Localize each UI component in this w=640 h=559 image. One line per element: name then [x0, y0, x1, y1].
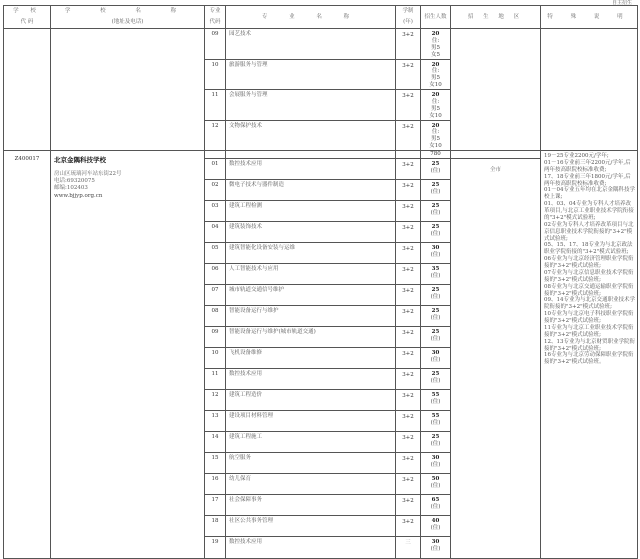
header-duration: 学制 (年): [396, 6, 421, 29]
major-name: 建设项目材料管理: [226, 410, 396, 431]
major-name: 城市轨道交通信号维护: [226, 284, 396, 305]
major-name: 数控技术应用: [226, 536, 396, 558]
major-name: 建筑智能化设备安装与运维: [226, 242, 396, 263]
duration: 3+2: [396, 431, 421, 452]
header-major-code: 专业 代码: [205, 6, 226, 29]
prev-school-name-cell: [51, 29, 205, 151]
major-code: 18: [205, 515, 226, 536]
major-name: 园艺技术: [226, 29, 396, 60]
duration: 3+2: [396, 29, 421, 60]
major-code: 11: [205, 368, 226, 389]
major-code: 09: [205, 29, 226, 60]
duration: 3+2: [396, 515, 421, 536]
prev-notes-cell: [541, 29, 638, 151]
duration: 3+2: [396, 494, 421, 515]
school-website[interactable]: www.bjjyp.org.cn: [54, 192, 103, 199]
school-total-enrollment: 780: [421, 151, 451, 159]
major-code: 03: [205, 200, 226, 221]
major-name: 人工智能技术与应用: [226, 263, 396, 284]
major-name: 建筑装饰技术: [226, 221, 396, 242]
duration: 3+2: [396, 242, 421, 263]
duration: 3+2: [396, 473, 421, 494]
major-name: 建筑工程造价: [226, 389, 396, 410]
duration: 3+2: [396, 59, 421, 90]
header-school-name: 学 校 名 称 (地址及电话): [51, 6, 205, 29]
duration: 3+2: [396, 221, 421, 242]
duration: 3+2: [396, 452, 421, 473]
duration: 3+2: [396, 200, 421, 221]
major-code: 12: [205, 389, 226, 410]
major-code: 06: [205, 263, 226, 284]
duration: 3+2: [396, 305, 421, 326]
header-row: [4, 6, 638, 29]
enrollment-count: 25 (住): [421, 158, 451, 179]
enrollment-count: 25 (住): [421, 200, 451, 221]
major-code: 01: [205, 158, 226, 179]
enrollment-count: 55 (住): [421, 389, 451, 410]
header-major-name: 专 业 名 称: [226, 6, 396, 29]
major-name: 智能设备运行与维护: [226, 305, 396, 326]
major-code: 12: [205, 120, 226, 151]
school-code: Z400017: [4, 151, 51, 559]
enrollment-count: 30 (住): [421, 536, 451, 558]
major-name: 数控技术应用: [226, 368, 396, 389]
enrollment-count: 25 (住): [421, 179, 451, 200]
duration: 3+2: [396, 179, 421, 200]
enrollment-count: 20 住: 男5 女10: [421, 120, 451, 151]
duration: 3+2: [396, 326, 421, 347]
duration: 3+2: [396, 347, 421, 368]
empty-cell: [396, 151, 421, 159]
major-name: 社会保障事务: [226, 494, 396, 515]
enrollment-count: 65 (住): [421, 494, 451, 515]
major-code: 05: [205, 242, 226, 263]
major-code: 02: [205, 179, 226, 200]
enrollment-count: 25 (住): [421, 326, 451, 347]
header-school-code: 学 校 代 码: [4, 6, 51, 29]
duration: 3+2: [396, 263, 421, 284]
major-code: 16: [205, 473, 226, 494]
major-code: 19: [205, 536, 226, 558]
duration: 3+2: [396, 90, 421, 121]
major-name: 数控技术应用: [226, 158, 396, 179]
prev-region-cell: [451, 29, 541, 151]
school-name: 北京金隅科技学校: [54, 156, 106, 164]
major-code: 17: [205, 494, 226, 515]
duration: 3+2: [396, 120, 421, 151]
duration: 三: [396, 536, 421, 558]
school-contact: [54, 171, 204, 200]
school-info: [51, 151, 205, 559]
school-total-row: [4, 151, 638, 159]
enrollment-count: 25 (住): [421, 431, 451, 452]
enrollment-count: 20 住: 男5 女10: [421, 90, 451, 121]
duration: 3+2: [396, 284, 421, 305]
major-code: 10: [205, 59, 226, 90]
duration: 3+2: [396, 389, 421, 410]
empty-cell: [226, 151, 396, 159]
major-code: 08: [205, 305, 226, 326]
major-code: 07: [205, 284, 226, 305]
major-code: 14: [205, 431, 226, 452]
empty-cell: [205, 151, 226, 159]
enrollment-count: 40 (住): [421, 515, 451, 536]
enrollment-count: 35 (住): [421, 263, 451, 284]
enrollment-count: 30 (住): [421, 452, 451, 473]
major-code: 09: [205, 326, 226, 347]
prev-school-code-cell: [4, 29, 51, 151]
major-name: 建筑工程检测: [226, 200, 396, 221]
header-enrollment: 招生人数: [421, 6, 451, 29]
school-phone: 电话:69320075: [54, 178, 95, 185]
table-row: [4, 29, 638, 60]
major-name: 社区公共事务管理: [226, 515, 396, 536]
major-code: 13: [205, 410, 226, 431]
enrollment-count: 25 (住): [421, 368, 451, 389]
school-notes: 19－25专业2200元/学年; 01－16专业前三年2200元/学年,后两年按高职院校标准收费; 17、18专业前三年1800元/学年,后两年按高职院校标准收费; 01－04专业五年均在北京金隅科技学校上课; 01、03、04专业为专科人才培养改革项目,与北京工业职业技术学院衔接的"3+2"模式试验班; 02专业为专科人才培养改革项目与北京信息职业技术学院衔接的"3+2"模式试验班; 05、15、17、18专业为与北京政法职业学院衔接的"3+2"模式试验班; 06专业为与北京经济管理职业学院衔接的"3+2"模式试验班; 07专业为与北京信息职业技术学院衔接的"3+2"模式试验班; 08专业为与北京交通运输职业学院衔接的"3+2"模式试验班; 09、14专业为与北京交通职业技术学院衔接的"3+2"模式试验班; 10专业为与北京电子科技职业学院衔接的"3+2"模式试验班; 11专业为与北京工业职业技术学院衔接的"3+2"模式试验班; 12、13专业为与北京财贸职业学院衔接的"3+2"模式试验班; 16专业为与北京劳动保障职业学院衔接的"3+2"模式试验班。: [541, 151, 638, 559]
duration: 3+2: [396, 410, 421, 431]
duration: 3+2: [396, 158, 421, 179]
enrollment-count: 25 (住): [421, 284, 451, 305]
enrollment-count: 25 (住): [421, 305, 451, 326]
major-code: 11: [205, 90, 226, 121]
enrollment-table: [3, 5, 638, 559]
major-name: 飞机设备维修: [226, 347, 396, 368]
major-name: 幼儿保育: [226, 473, 396, 494]
enrollment-count: 50 (住): [421, 473, 451, 494]
empty-cell: [451, 151, 541, 159]
enrollment-count: 20 住: 男5 女5: [421, 29, 451, 60]
enrollment-count: 55 (住): [421, 410, 451, 431]
header-region: 招 生 地 区: [451, 6, 541, 29]
major-name: 微电子技术与器件制造: [226, 179, 396, 200]
major-code: 15: [205, 452, 226, 473]
school-postcode: 邮编:102403: [54, 185, 88, 192]
enrollment-count: 25 (住): [421, 221, 451, 242]
header-notes: 特 殊 说 明: [541, 6, 638, 29]
major-name: 会展服务与管理: [226, 90, 396, 121]
major-name: 文物保护技术: [226, 120, 396, 151]
enrollment-count: 20 住: 男5 女10: [421, 59, 451, 90]
school-region: 全市: [451, 158, 541, 558]
major-name: 旅游服务与管理: [226, 59, 396, 90]
major-code: 04: [205, 221, 226, 242]
major-name: 航空服务: [226, 452, 396, 473]
major-name: 智能设备运行与维护(城市轨道交通): [226, 326, 396, 347]
page-stamp: 自主招生: [611, 0, 632, 6]
enrollment-count: 30 (住): [421, 242, 451, 263]
duration: 3+2: [396, 368, 421, 389]
major-name: 建筑工程施工: [226, 431, 396, 452]
enrollment-count: 30 (住): [421, 347, 451, 368]
school-address: 房山区琉璃河车站东街22号: [54, 171, 122, 178]
major-code: 10: [205, 347, 226, 368]
